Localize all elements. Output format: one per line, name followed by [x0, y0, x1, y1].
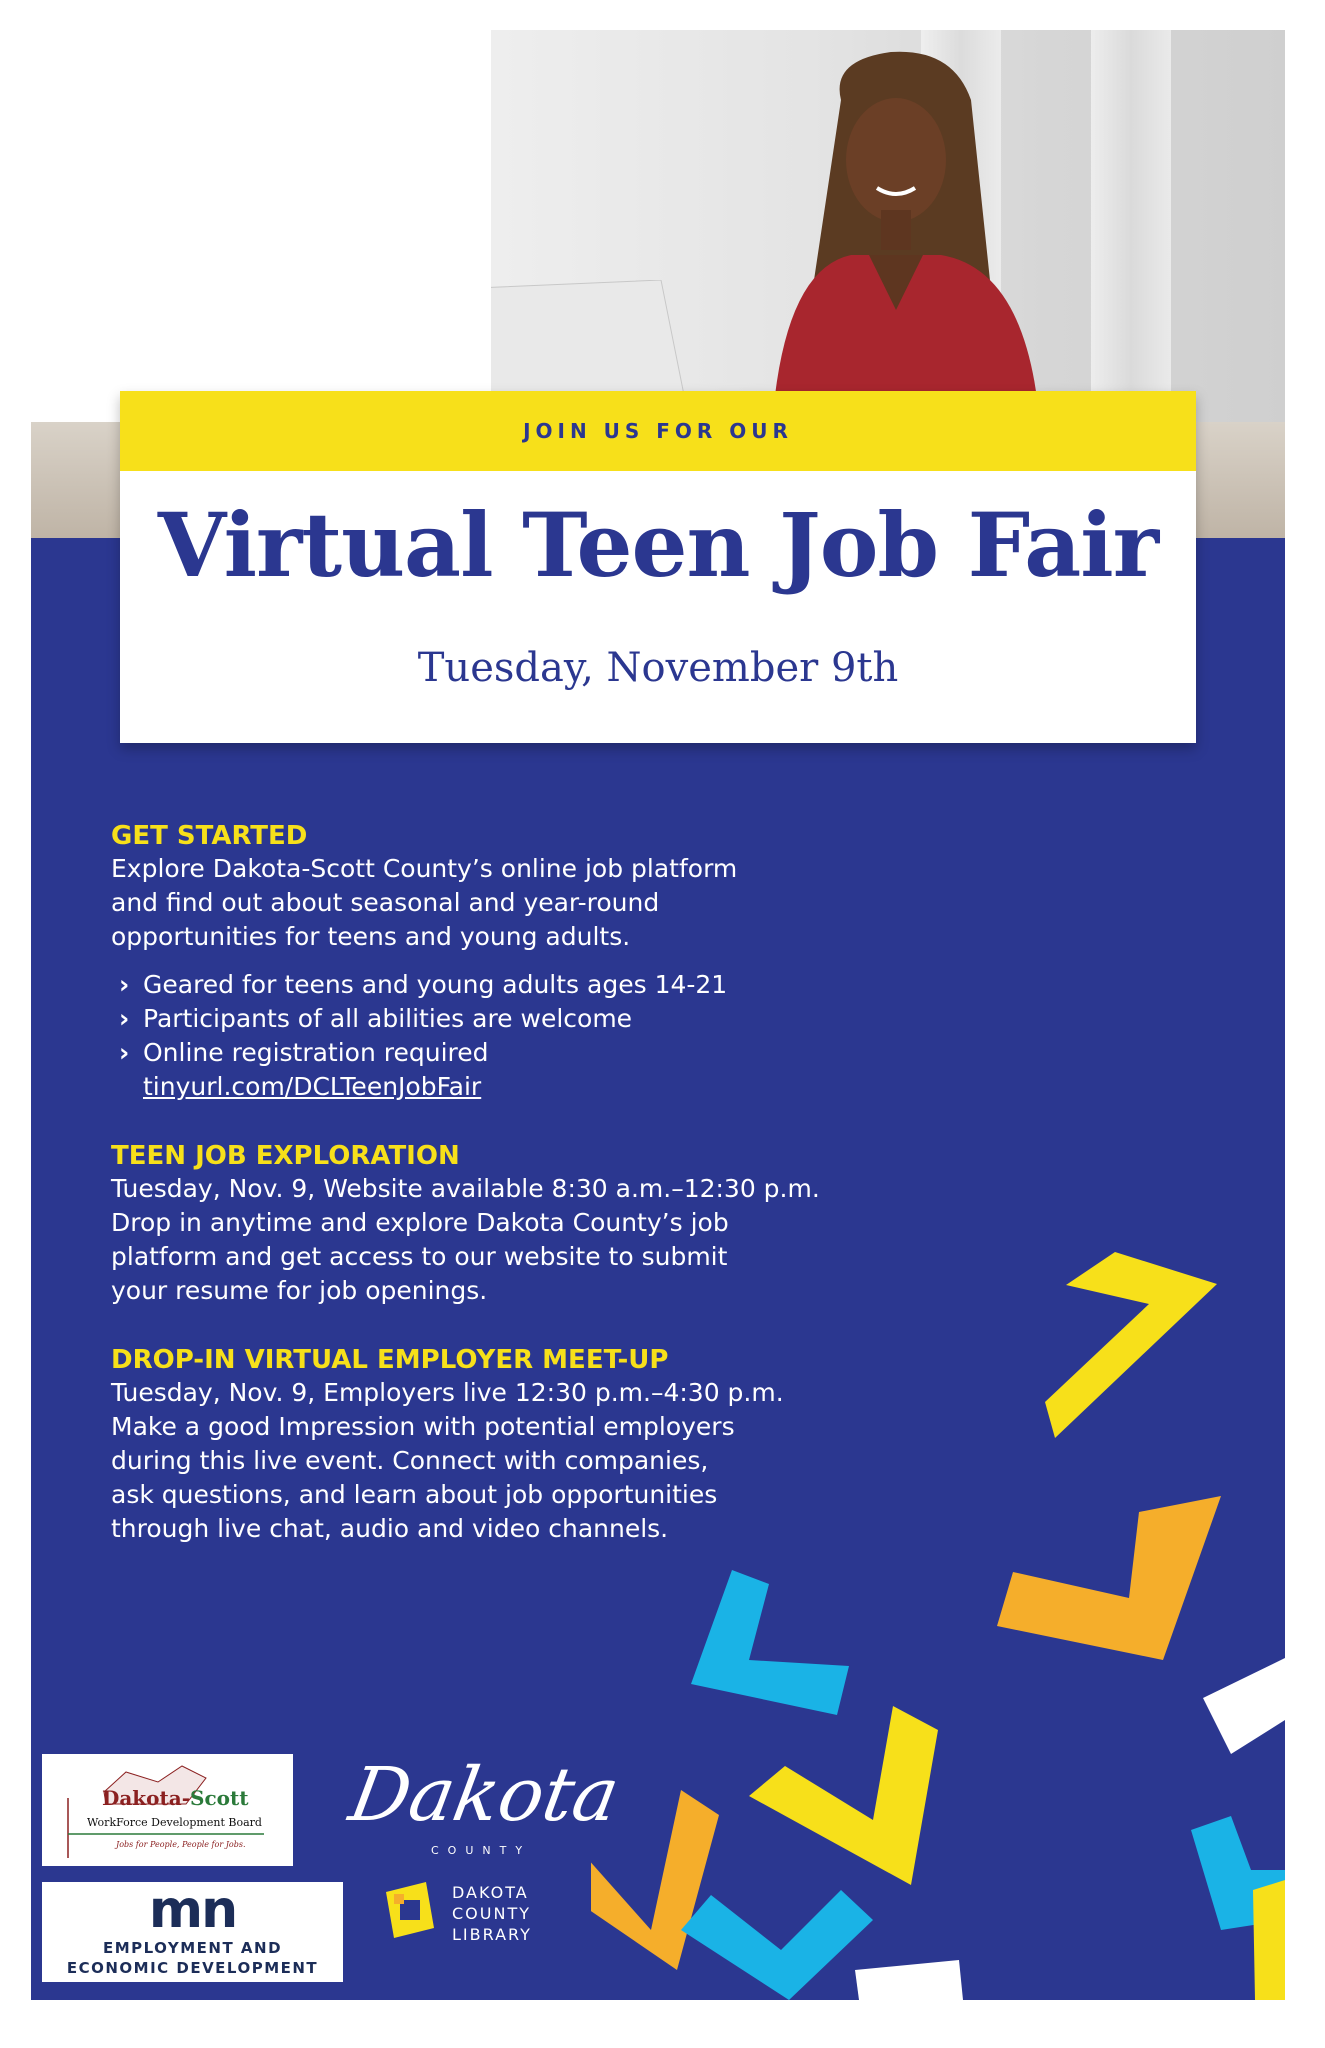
dakota-county-logo — [331, 1752, 631, 1862]
decorative-shapes — [591, 1230, 1285, 2000]
body-line: Make a good Impression with potential employers — [111, 1412, 735, 1441]
poster — [31, 30, 1285, 2000]
list-item — [119, 1002, 971, 1036]
kicker-text: JOIN US FOR OUR — [523, 419, 793, 443]
woman-with-laptop-illustration — [691, 40, 1111, 440]
library-mark-icon — [382, 1880, 438, 1940]
body-line: Drop in anytime and explore Dakota County’s job — [111, 1208, 729, 1237]
body-line: your resume for job openings. — [111, 1276, 488, 1305]
list-item — [119, 1036, 971, 1104]
deed-line: ECONOMIC DEVELOPMENT — [66, 1959, 319, 1977]
bullet-list — [119, 968, 971, 1104]
chevron-right-icon: › — [119, 1004, 130, 1033]
chevron-right-icon: › — [119, 970, 130, 999]
body-line: and find out about seasonal and year-round — [111, 888, 660, 917]
list-item — [119, 968, 971, 1002]
body-line: opportunities for teens and young adults. — [111, 922, 631, 951]
dakota-county-sub: COUNTY — [431, 1844, 532, 1857]
logo-name-part: Scott — [190, 1786, 249, 1810]
yellow-chevron-shape — [749, 1706, 938, 1885]
cyan-chevron-shape — [691, 1570, 849, 1715]
cyan-chevron-shape — [681, 1890, 873, 2000]
dakota-county-library-logo — [382, 1880, 532, 1944]
bullet-text: Online registration required — [143, 1038, 489, 1067]
white-corner-shape — [1203, 1658, 1285, 1754]
deed-logo — [42, 1882, 343, 1982]
event-date: Tuesday, November 9th — [417, 645, 899, 691]
body-line: Tuesday, Nov. 9, Website available 8:30 a.m.–12:30 p.m. — [111, 1174, 820, 1203]
section-heading: GET STARTED — [111, 821, 308, 851]
title-band — [120, 391, 1196, 471]
title-card — [120, 391, 1196, 743]
event-title: Virtual Teen Job Fair — [157, 493, 1159, 597]
deed-line: EMPLOYMENT AND — [102, 1939, 283, 1957]
deed-text — [42, 1938, 343, 1978]
body-line: Tuesday, Nov. 9, Employers live 12:30 p.m.–4:30 p.m. — [111, 1378, 784, 1407]
body-line: through live chat, audio and video channels. — [111, 1514, 669, 1543]
body-line: ask questions, and learn about job opportunities — [111, 1480, 718, 1509]
dakota-scott-logo — [42, 1754, 293, 1866]
dakota-scott-subtitle: WorkForce Development Board — [87, 1816, 262, 1829]
library-text: DAKOTA COUNTY LIBRARY — [452, 1883, 532, 1944]
body-line: platform and get access to our website to submit — [111, 1242, 728, 1271]
dakota-county-script: Dakota — [343, 1752, 626, 1838]
yellow-corner-shape — [1253, 1880, 1285, 2000]
registration-link[interactable]: tinyurl.com/DCLTeenJobFair — [143, 1072, 482, 1101]
dakota-scott-name — [102, 1786, 248, 1810]
yellow-chevron-shape — [1045, 1252, 1217, 1438]
orange-chevron-shape — [997, 1496, 1221, 1660]
chevron-right-icon: › — [119, 1038, 130, 1067]
section-heading: DROP-IN VIRTUAL EMPLOYER MEET-UP — [111, 1345, 669, 1375]
section-heading: TEEN JOB EXPLORATION — [111, 1141, 460, 1171]
dakota-scott-tagline: Jobs for People, People for Jobs. — [116, 1840, 246, 1849]
bullet-text: Geared for teens and young adults ages 14-21 — [143, 970, 728, 999]
bullet-text: Participants of all abilities are welcome — [143, 1004, 633, 1033]
body-line: during this live event. Connect with companies, — [111, 1446, 709, 1475]
mn-mark: mn — [148, 1880, 237, 1940]
body-line: Explore Dakota-Scott County’s online job platform — [111, 854, 738, 883]
white-corner-shape — [855, 1960, 963, 2000]
get-started-section — [111, 820, 971, 1104]
logo-name-part: Dakota- — [102, 1786, 190, 1810]
